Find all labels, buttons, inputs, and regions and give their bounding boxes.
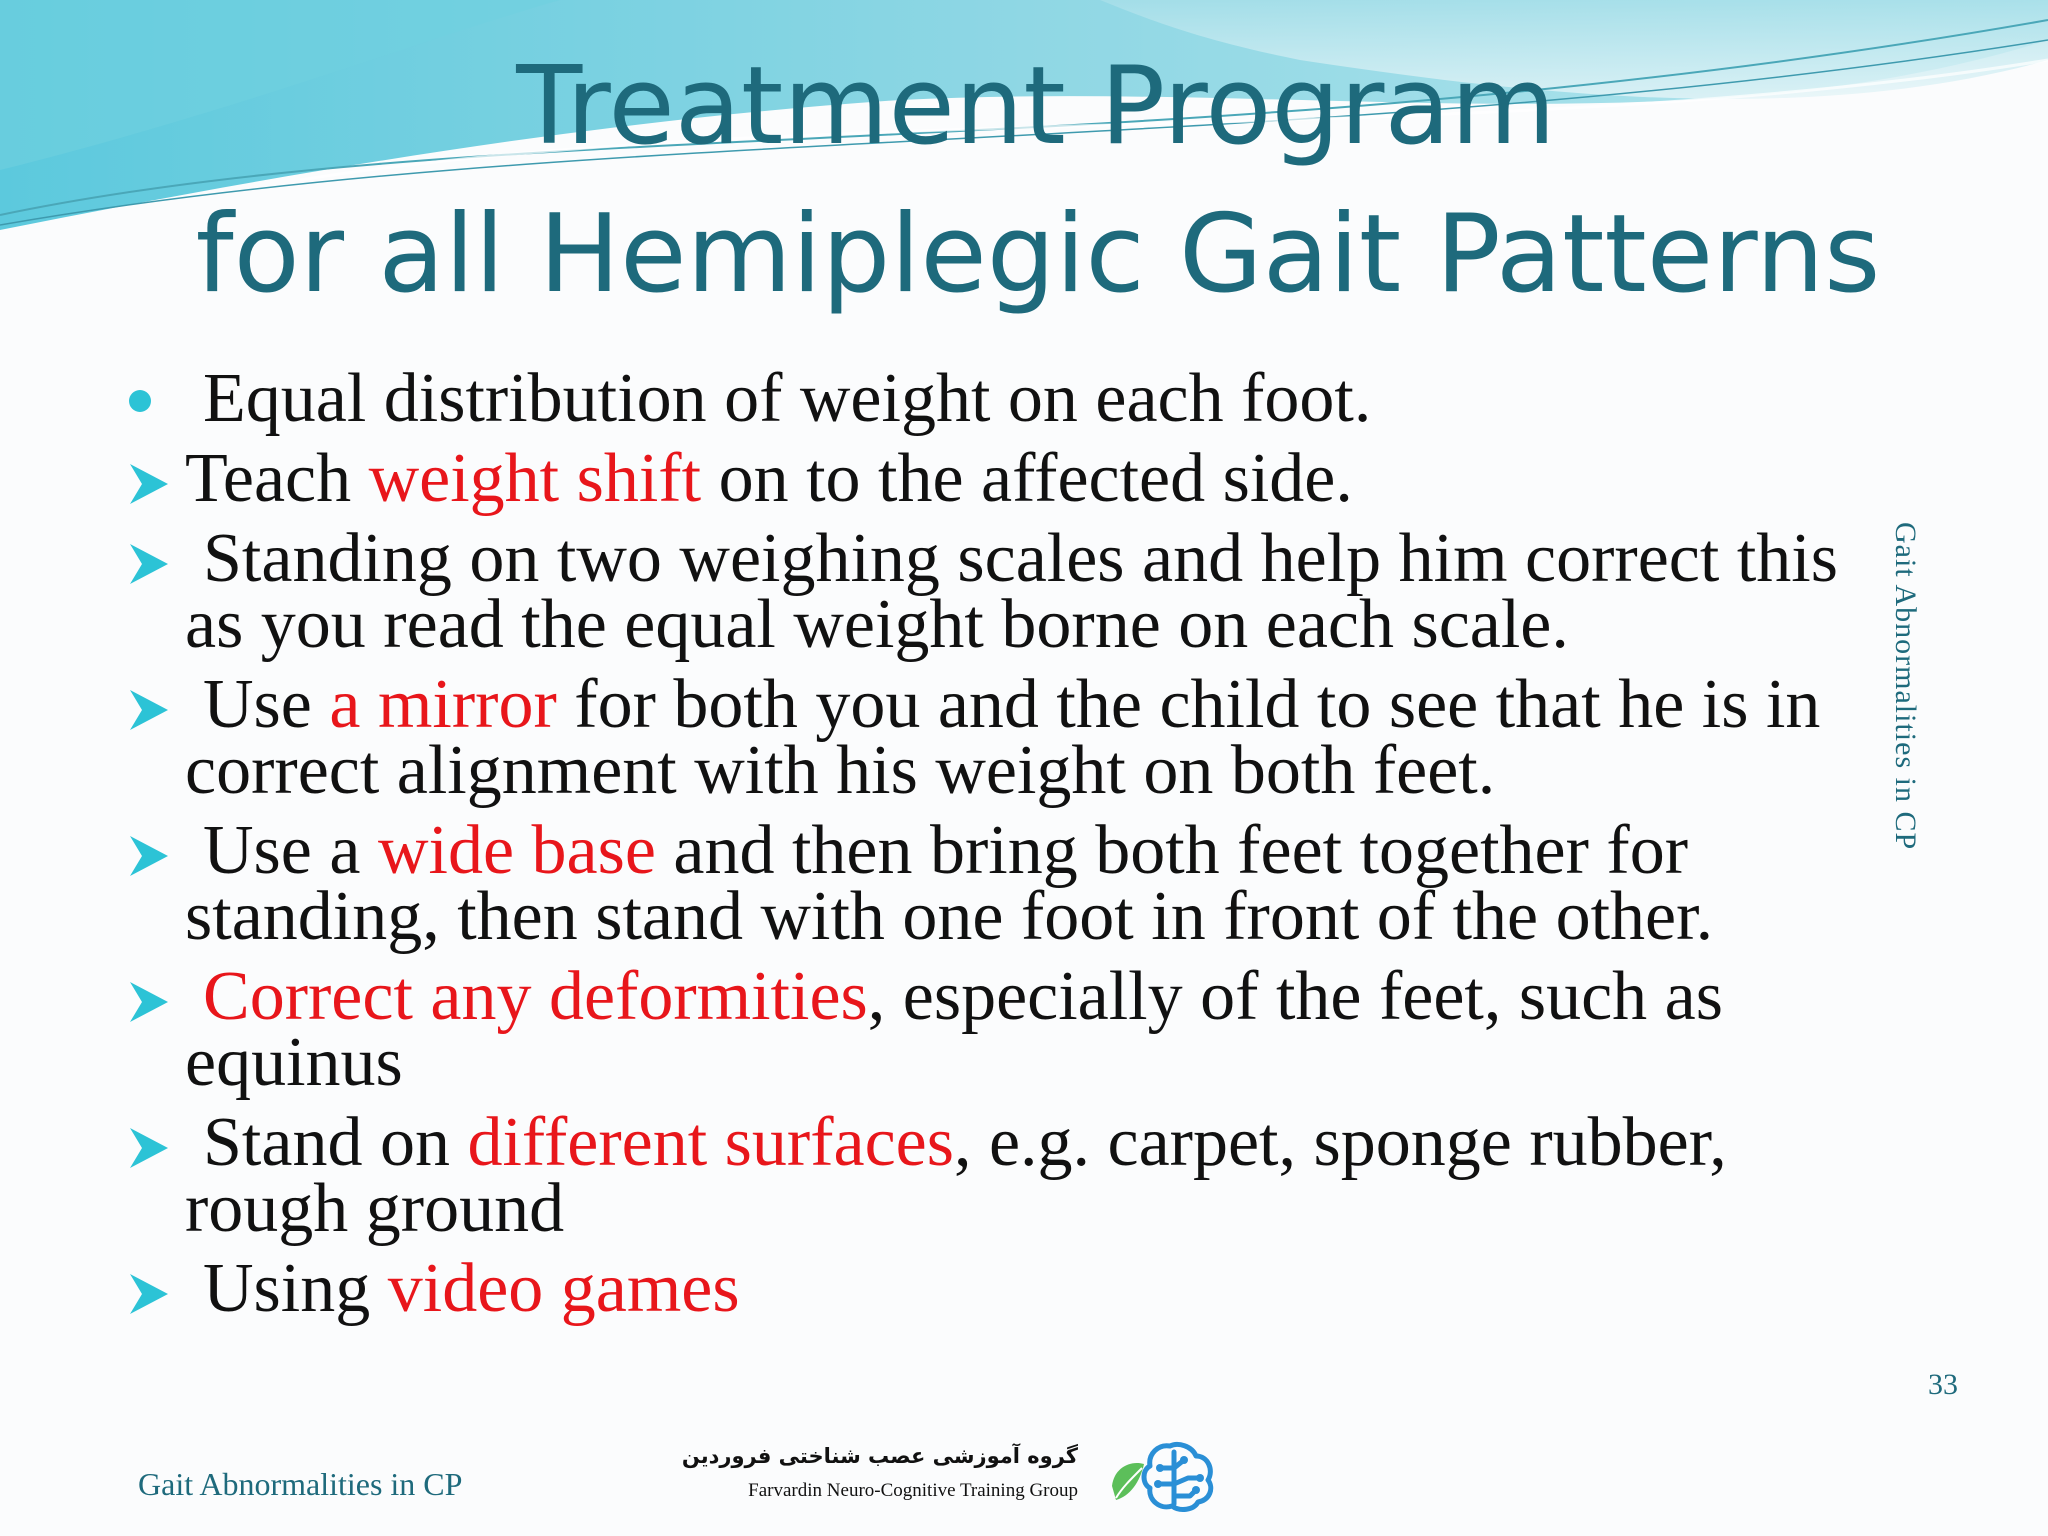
arrow-bullet-icon — [128, 822, 176, 882]
slide-title-line-2: for all Hemiplegic Gait Patterns — [195, 192, 1881, 317]
bullet-text: Equal distribution of weight on each foot. — [203, 360, 1372, 437]
page-number: 33 — [1928, 1368, 1958, 1401]
bullet-text: Standing on two weighing scales and help him correct this as you read the equal weight borne on each scale. — [185, 520, 1838, 663]
highlighted-text: video games — [387, 1250, 740, 1327]
bullet-text: , e.g. carpet, sponge rubber, rough ground — [185, 1104, 1727, 1247]
bullet-item — [120, 1104, 1900, 1247]
bullet-item — [120, 1250, 1900, 1327]
bullet-dot-icon — [128, 370, 176, 430]
highlighted-text: a mirror — [329, 666, 557, 743]
arrow-bullet-icon — [128, 450, 176, 510]
bullet-item — [120, 958, 1900, 1101]
arrow-bullet-icon — [128, 1260, 176, 1320]
bullet-list — [120, 360, 1900, 1336]
bullet-item — [120, 360, 1900, 437]
highlighted-text: Correct any deformities — [203, 958, 868, 1035]
highlighted-text: wide base — [377, 812, 656, 889]
bullet-item — [120, 812, 1900, 955]
brain-leaf-icon — [1104, 1438, 1224, 1518]
arrow-bullet-icon — [128, 676, 176, 736]
bullet-text: for both you and the child to see that he is in correct alignment with his weight on both feet. — [185, 666, 1821, 809]
bullet-text: and then bring both feet together for standing, then stand with one foot in front of the other. — [185, 812, 1714, 955]
arrow-bullet-icon — [128, 1114, 176, 1174]
arrow-bullet-icon — [128, 968, 176, 1028]
logo-english-text: Farvardin Neuro-Cognitive Training Group — [748, 1480, 1078, 1501]
slide-title-line-1: Treatment Program — [516, 44, 1556, 169]
footer-text: Gait Abnormalities in CP — [138, 1466, 463, 1502]
highlighted-text: weight shift — [368, 440, 702, 517]
bullet-text: , especially of the feet, such as equinus — [185, 958, 1723, 1101]
vertical-side-label: Gait Abnormalities in CP — [1889, 522, 1922, 851]
highlighted-text: different surfaces — [467, 1104, 954, 1181]
bullet-text: Use — [203, 666, 330, 743]
bullet-text: Stand on — [203, 1104, 468, 1181]
bullet-text: Teach — [185, 440, 369, 517]
bullet-item — [120, 666, 1900, 809]
arrow-bullet-icon — [128, 530, 176, 590]
bullet-text: on to the affected side. — [701, 440, 1353, 517]
logo-persian-text: گروه آموزشی عصب شناختی فروردین — [681, 1444, 1078, 1468]
bullet-item — [120, 520, 1900, 663]
bullet-text: Use a — [203, 812, 378, 889]
organization-logo — [681, 1438, 1228, 1518]
bullet-item — [120, 440, 1900, 517]
bullet-text: Using — [203, 1250, 388, 1327]
